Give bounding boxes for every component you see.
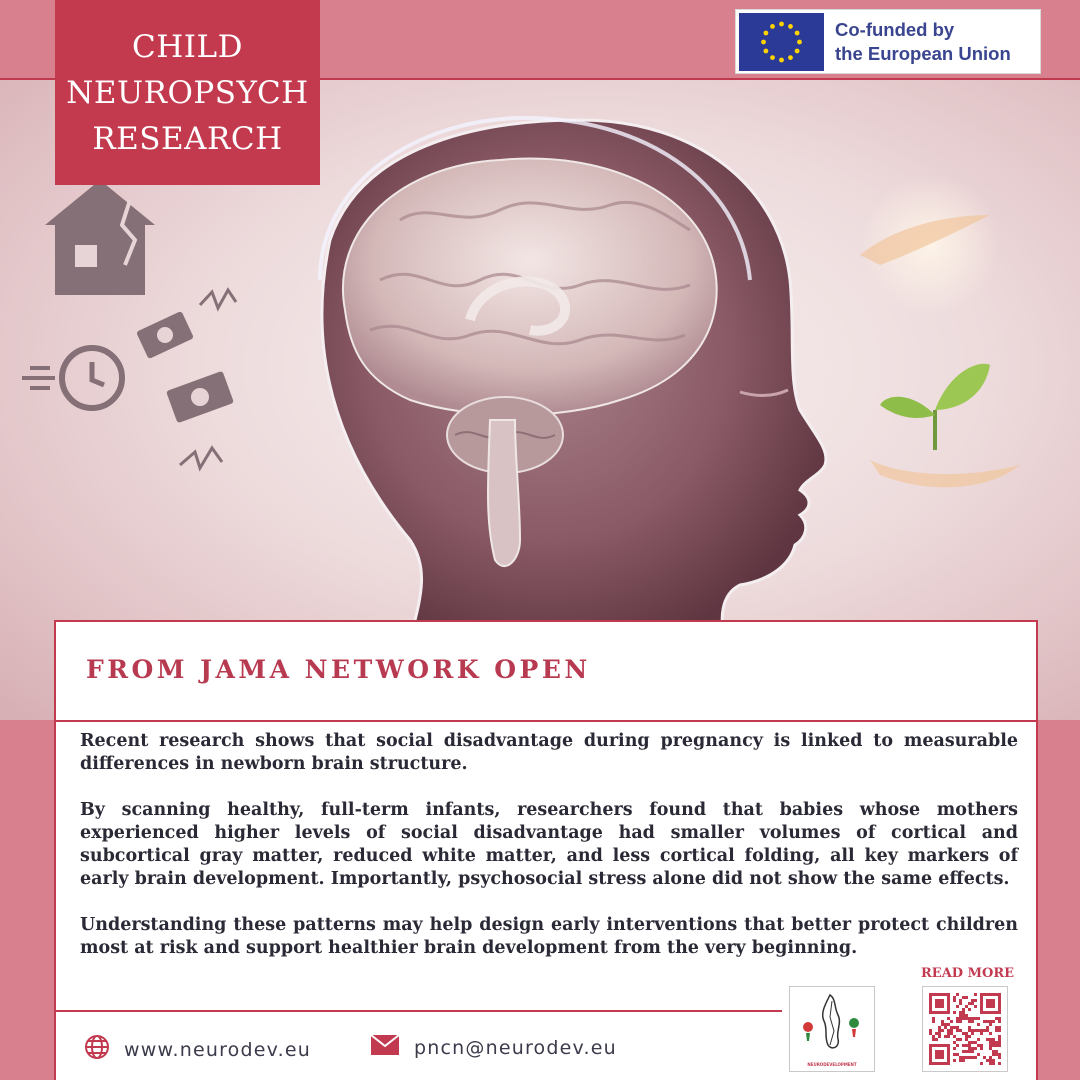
article-body: [80, 730, 1018, 983]
logo-caption: NEURODEVELOPMENT: [807, 1062, 857, 1067]
eu-badge-line-1: Co-funded by: [835, 18, 955, 40]
eu-cofunded-badge: [735, 9, 1041, 74]
paragraph-2: By scanning healthy, full-term infants, researchers found that babies whose mothers experienced higher levels of social disadvantage had smaller volumes of cortical and subcortical gray matter, reduced white matter, and less cortical folding, all key markers of early brain development. Importantly, psychosocial stress alone did not show the same effects.: [80, 800, 1018, 889]
qr-code[interactable]: [922, 986, 1008, 1072]
heading-divider: [56, 720, 1036, 722]
eu-flag-icon: [739, 13, 824, 71]
eu-badge-line-2: the European Union: [835, 42, 1011, 64]
brand-title-box: [55, 0, 320, 185]
brand-line-3: RESEARCH: [92, 120, 283, 157]
mail-icon: [370, 1034, 400, 1061]
money-icon: [136, 311, 234, 423]
logo-mark-icon: [790, 987, 874, 1071]
neurodevelopment-logo: [789, 986, 875, 1072]
cracked-house-icon: [45, 180, 155, 295]
read-more-link[interactable]: READ MORE: [921, 966, 1015, 981]
email-contact[interactable]: [370, 1034, 617, 1061]
brand-line-1: CHILD: [132, 28, 243, 65]
plant-in-hand-icon: [860, 175, 1020, 487]
qr-code-icon: [923, 987, 1007, 1071]
eu-badge-text: [835, 18, 1011, 66]
article-heading: FROM JAMA NETWORK OPEN: [86, 655, 591, 684]
paragraph-1: Recent research shows that social disadvantage during pregnancy is linked to measurable differences in newborn brain structure.: [80, 731, 1018, 774]
email-text[interactable]: pncn@neurodev.eu: [414, 1036, 617, 1059]
website-contact[interactable]: [84, 1034, 311, 1065]
brand-line-2: NEUROPSYCH: [66, 74, 309, 111]
article-card: [54, 620, 1038, 1080]
website-text[interactable]: www.neurodev.eu: [124, 1038, 311, 1061]
footer-divider: [56, 1010, 782, 1012]
paragraph-3: Understanding these patterns may help design early interventions that better protect children most at risk and support healthier brain development from the very beginning.: [80, 915, 1018, 958]
clock-icon: [22, 348, 122, 408]
globe-icon: [84, 1034, 110, 1065]
eu-stars-icon: [739, 13, 824, 71]
